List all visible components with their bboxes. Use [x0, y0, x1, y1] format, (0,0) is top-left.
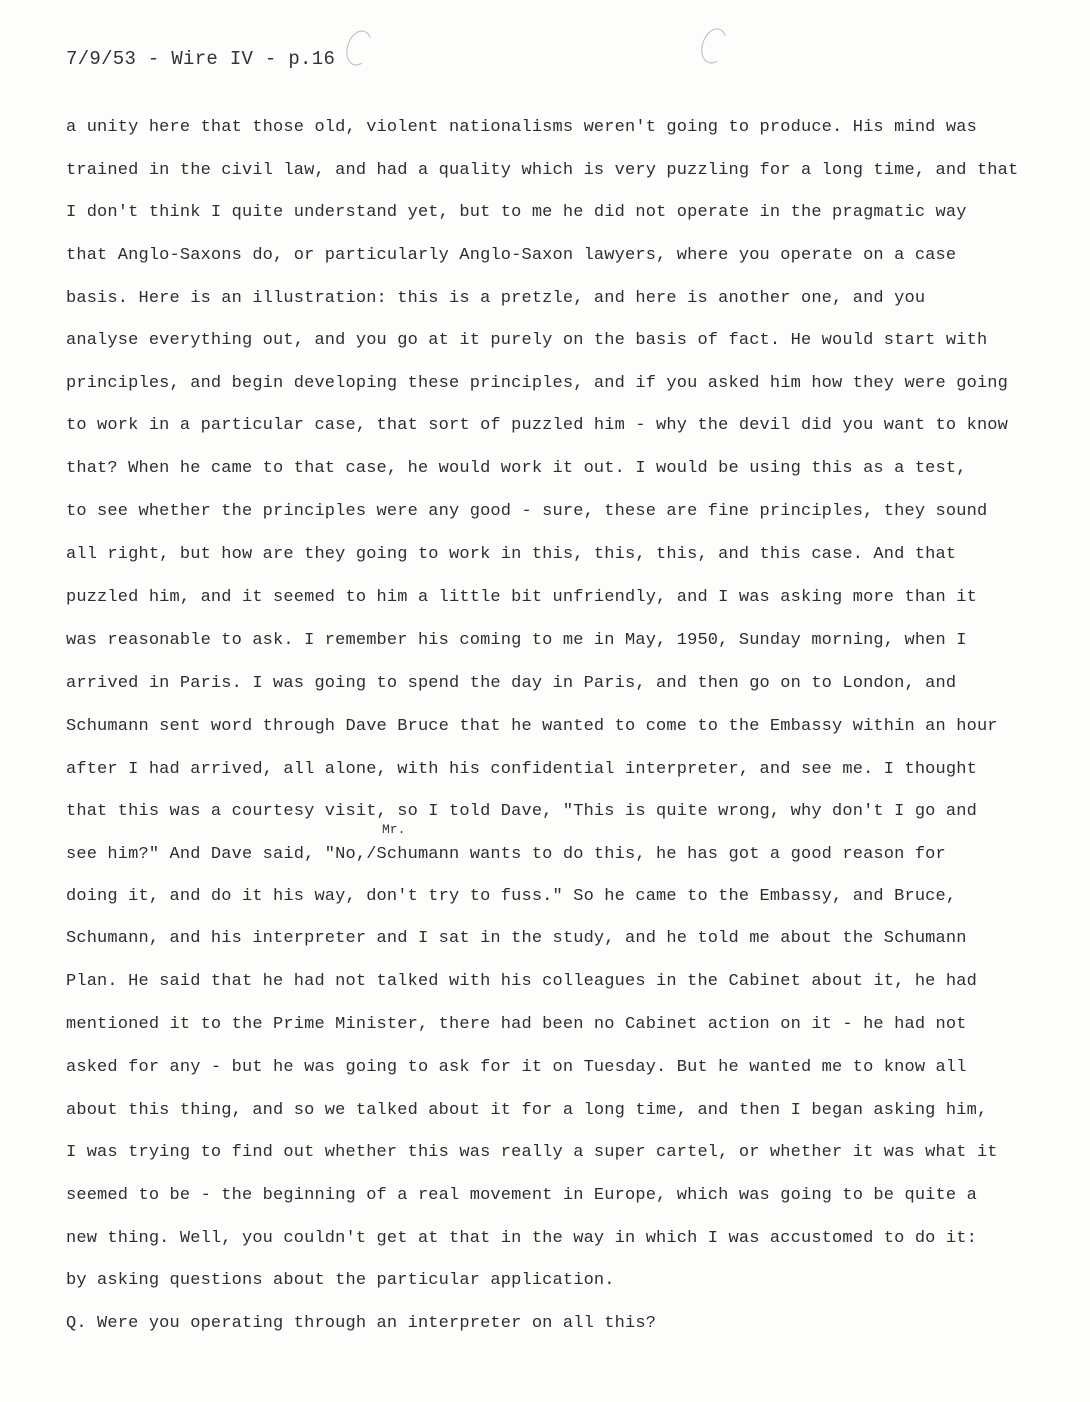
text-line: by asking questions about the particular application.	[66, 1271, 615, 1290]
text-line: new thing. Well, you couldn't get at that in the way in which I was accustomed to do it:	[66, 1229, 977, 1248]
text-line: I was trying to find out whether this was really a super cartel, or whether it was what it	[66, 1143, 998, 1162]
text-line: asked for any - but he was going to ask for it on Tuesday. But he wanted me to know all	[66, 1058, 967, 1077]
text-line: a unity here that those old, violent nationalisms weren't going to produce. His mind was	[66, 118, 977, 137]
text-line: Schumann sent word through Dave Bruce that he wanted to come to the Embassy within an hour	[66, 717, 998, 736]
text-line: Q. Were you operating through an interpreter on all this?	[66, 1314, 657, 1333]
text-line: to see whether the principles were any good - sure, these are fine principles, they sound	[66, 502, 988, 521]
punch-hole-mark	[342, 27, 376, 69]
punch-hole-mark	[697, 25, 731, 67]
text-line: seemed to be - the beginning of a real movement in Europe, which was going to be quite a	[66, 1186, 977, 1205]
text-line: about this thing, and so we talked about it for a long time, and then I began asking him,	[66, 1101, 988, 1120]
text-line: doing it, and do it his way, don't try to fuss." So he came to the Embassy, and Bruce,	[66, 887, 957, 906]
text-line: that this was a courtesy visit, so I told Dave, "This is quite wrong, why don't I go and	[66, 802, 977, 821]
text-line: principles, and begin developing these principles, and if you asked him how they were going	[66, 374, 1009, 393]
text-line: that Anglo-Saxons do, or particularly Anglo-Saxon lawyers, where you operate on a case	[66, 246, 957, 265]
text-line: arrived in Paris. I was going to spend the day in Paris, and then go on to London, and	[66, 674, 957, 693]
text-line: analyse everything out, and you go at it purely on the basis of fact. He would start with	[66, 331, 988, 350]
text-line: was reasonable to ask. I remember his coming to me in May, 1950, Sunday morning, when I	[66, 631, 967, 650]
text-line: trained in the civil law, and had a quality which is very puzzling for a long time, and that	[66, 161, 1019, 180]
text-line: I don't think I quite understand yet, but to me he did not operate in the pragmatic way	[66, 203, 967, 222]
text-line: puzzled him, and it seemed to him a little bit unfriendly, and I was asking more than it	[66, 588, 977, 607]
text-line: to work in a particular case, that sort of puzzled him - why the devil did you want to know	[66, 416, 1009, 435]
text-line: that? When he came to that case, he would work it out. I would be using this as a test,	[66, 459, 967, 478]
page-header: 7/9/53 - Wire IV - p.16	[66, 48, 336, 70]
text-line: mentioned it to the Prime Minister, there had been no Cabinet action on it - he had not	[66, 1015, 967, 1034]
text-line: Schumann, and his interpreter and I sat in the study, and he told me about the Schumann	[66, 929, 967, 948]
text-line: Plan. He said that he had not talked with his colleagues in the Cabinet about it, he had	[66, 972, 977, 991]
interlinear-insert: Mr.	[382, 822, 406, 837]
text-line: see him?" And Dave said, "No,/Schumann wants to do this, he has got a good reason for	[66, 845, 946, 864]
text-line: after I had arrived, all alone, with his confidential interpreter, and see me. I thought	[66, 760, 977, 779]
text-line: all right, but how are they going to work in this, this, this, and this case. And that	[66, 545, 957, 564]
text-line: basis. Here is an illustration: this is a pretzle, and here is another one, and you	[66, 289, 926, 308]
